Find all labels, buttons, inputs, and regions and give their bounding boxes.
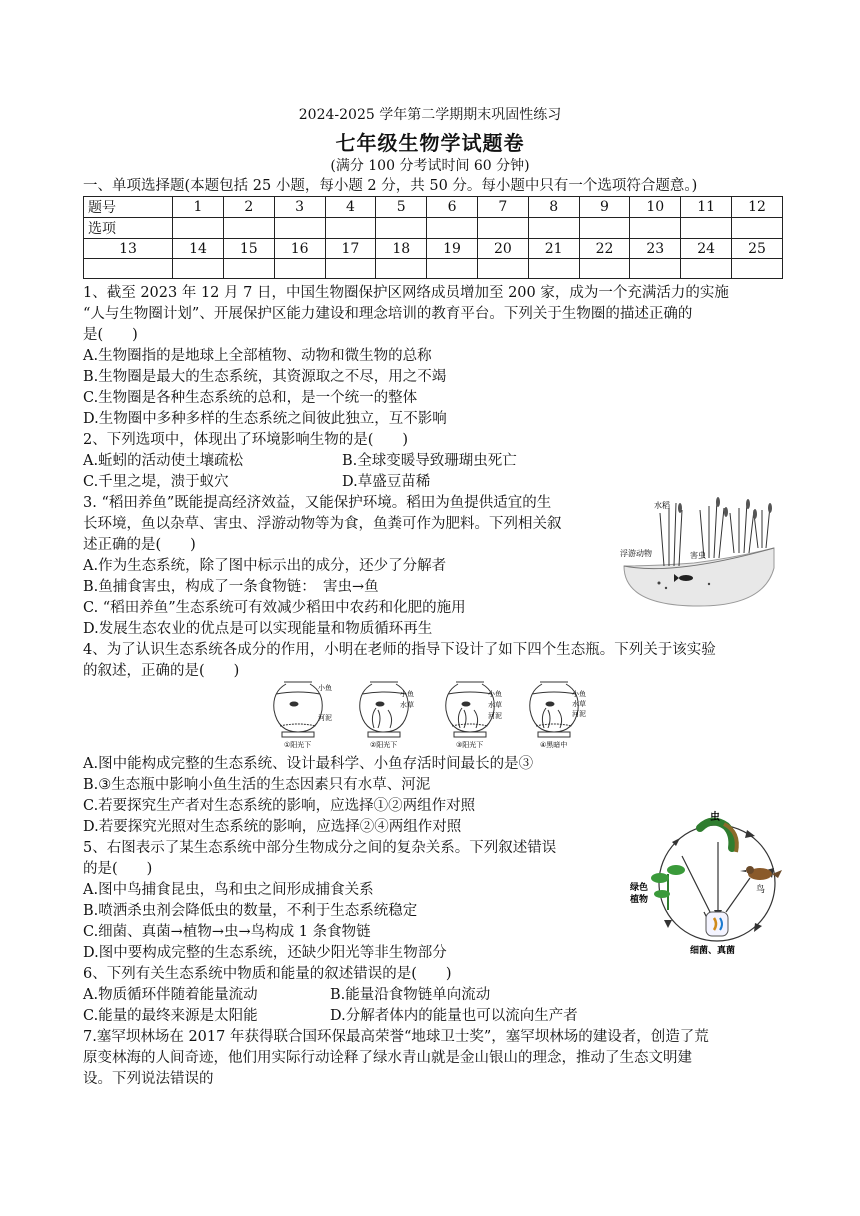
q2-stem: 2、下列选项中，体现出了环境影响生物的是( ) — [83, 432, 409, 448]
q4-stem: 4、为了认识生态系统各成分的作用，小明在老师的指导下设计了如下四个生态瓶。下列关于该实验 — [83, 642, 716, 658]
jar-stand — [282, 732, 314, 737]
label-plant: 水草 — [400, 701, 414, 709]
q1-option-b: B.生物圈是最大的生态系统，其资源取之不尽，用之不竭 — [83, 369, 447, 385]
table-cell: 19 — [427, 239, 478, 259]
table-cell: 20 — [477, 239, 528, 259]
q1-option-a: A.生物圈指的是地球上全部植物、动物和微生物的总称 — [83, 348, 432, 364]
table-cell: 22 — [579, 239, 630, 259]
table-cell: 24 — [681, 239, 732, 259]
answer-cell[interactable] — [732, 259, 783, 279]
answer-cell[interactable] — [477, 259, 528, 279]
waterweed-icon — [458, 708, 477, 728]
answer-cell[interactable] — [477, 218, 528, 239]
table-cell: 10 — [630, 197, 681, 218]
label-mud: 河泥 — [572, 710, 586, 718]
answer-cell[interactable] — [528, 259, 579, 279]
rice-grains — [678, 497, 772, 519]
water-line — [532, 692, 576, 694]
jar-stand — [368, 732, 400, 737]
q3-option-b: B.鱼捕食害虫，构成了一条食物链： 害虫→鱼 — [83, 579, 379, 595]
table-cell: 11 — [681, 197, 732, 218]
label-jar2: ②阳光下 — [370, 741, 398, 749]
q6-option-b: B.能量沿食物链单向流动 — [330, 987, 491, 1003]
waterweed-icon — [542, 708, 561, 728]
table-cell: 9 — [579, 197, 630, 218]
q5-stem: 的是( ) — [83, 861, 153, 877]
fish-icon — [546, 702, 554, 706]
label-jar3: ③阳光下 — [456, 741, 484, 749]
answer-cell[interactable] — [579, 259, 630, 279]
table-row — [84, 239, 783, 259]
exam-subtitle: 2024-2025 学年第二学期期末巩固性练习 — [298, 107, 562, 123]
plant-icon — [651, 865, 685, 910]
label-plant: 植物 — [630, 895, 649, 905]
q7-stem: 设。下列说法错误的 — [83, 1071, 214, 1087]
answer-cell[interactable] — [630, 218, 681, 239]
q2-option-d: D.草盛豆苗稀 — [342, 474, 431, 490]
q4-option-c: C.若要探究生产者对生态系统的影响，应选择①②两组作对照 — [83, 798, 476, 814]
answer-table — [83, 196, 783, 279]
river-mud — [280, 724, 316, 726]
answer-cell[interactable] — [376, 259, 427, 279]
answer-cell[interactable] — [274, 218, 325, 239]
q4-option-a: A.图中能构成完整的生态系统、设计最科学、小鱼存活时间最长的是③ — [83, 756, 534, 772]
water-line — [448, 692, 492, 694]
q4-option-d: D.若要探究光照对生态系统的影响，应选择②④两组作对照 — [83, 819, 462, 835]
fish-icon — [462, 702, 470, 706]
section-heading: 一、单项选择题(本题包括 25 小题，每小题 2 分，共 50 分。每小题中只有一个选项符合题意。) — [83, 178, 698, 194]
q7-stem: 原变林海的人间奇迹，他们用实际行动诠释了绿水青山就是金山银山的理念，推动了生态文明建 — [83, 1050, 692, 1066]
jar-stand — [454, 732, 486, 737]
answer-cell[interactable] — [681, 259, 732, 279]
label-mud: 河泥 — [488, 712, 502, 720]
answer-cell[interactable] — [84, 259, 173, 279]
table-cell: 7 — [477, 197, 528, 218]
table-cell: 13 — [84, 239, 173, 259]
label-plankton: 浮游动物 — [620, 549, 652, 558]
table-cell: 21 — [528, 239, 579, 259]
label-fish: 小鱼 — [400, 690, 414, 698]
q5-option-a: A.图中鸟捕食昆虫，鸟和虫之间形成捕食关系 — [83, 882, 374, 898]
river-mud — [452, 724, 488, 726]
bacteria-fungi-icon — [706, 912, 728, 936]
answer-cell[interactable] — [427, 259, 478, 279]
waterweed-icon — [372, 708, 391, 728]
q1-stem: 是( ) — [83, 327, 138, 343]
q4-stem: 的叙述，正确的是( ) — [83, 663, 240, 679]
table-cell: 1 — [173, 197, 224, 218]
table-cell: 14 — [173, 239, 224, 259]
label-pest: 害虫 — [690, 551, 706, 560]
table-cell: 选项 — [84, 218, 173, 239]
bird-icon — [740, 866, 782, 880]
q2-option-b: B.全球变暖导致珊瑚虫死亡 — [342, 453, 517, 469]
q1-stem: “人与生物圈计划”、开展保护区能力建设和理念培训的教育平台。下列关于生物圈的描述正确的 — [83, 306, 693, 322]
answer-cell[interactable] — [274, 259, 325, 279]
q2-option-c: C.千里之堤，溃于蚁穴 — [83, 474, 229, 490]
answer-cell[interactable] — [223, 259, 274, 279]
answer-cell[interactable] — [528, 218, 579, 239]
food-web-figure — [622, 808, 792, 958]
table-cell: 25 — [732, 239, 783, 259]
label-plant: 绿色 — [630, 883, 649, 893]
label-fish: 小鱼 — [318, 684, 332, 692]
q3-stem: 述正确的是( ) — [83, 537, 196, 553]
jar-stand — [538, 732, 570, 737]
table-cell: 题号 — [84, 197, 173, 218]
ecosystem-jars-figure — [270, 672, 610, 750]
q3-option-a: A.作为生态系统，除了图中标示出的成分，还少了分解者 — [83, 558, 447, 574]
answer-cell[interactable] — [173, 259, 224, 279]
table-cell: 8 — [528, 197, 579, 218]
arrows — [682, 842, 750, 916]
label-fish: 小鱼 — [572, 690, 586, 698]
rice-field-figure — [614, 488, 784, 610]
q3-option-c: C. “稻田养鱼”生态系统可有效减少稻田中农药和化肥的施用 — [83, 600, 466, 616]
q6-option-a: A.物质循环伴随着能量流动 — [83, 987, 258, 1003]
label-bird: 鸟 — [756, 885, 766, 895]
q5-stem: 5、右图表示了某生态系统中部分生物成分之间的复杂关系。下列叙述错误 — [83, 840, 557, 856]
q1-stem: 1、截至 2023 年 12 月 7 日，中国生物圈保护区网络成员增加至 200 家，成为一个充满活力的实施 — [83, 285, 729, 301]
answer-cell[interactable] — [579, 218, 630, 239]
fish-icon — [290, 702, 298, 706]
answer-cell[interactable] — [630, 259, 681, 279]
exam-title: 七年级生物学试题卷 — [335, 131, 525, 155]
label-decomposer: 细菌、真菌 — [690, 946, 736, 956]
river-mud — [536, 724, 572, 726]
answer-cell[interactable] — [732, 218, 783, 239]
q3-option-d: D.发展生态农业的优点是可以实现能量和物质循环再生 — [83, 621, 433, 637]
label-mud: 河泥 — [318, 714, 332, 722]
q1-option-d: D.生物圈中多种多样的生态系统之间彼此独立，互不影响 — [83, 411, 447, 427]
table-cell: 18 — [376, 239, 427, 259]
q4-option-b: B.③生态瓶中影响小鱼生活的生态因素只有水草、河泥 — [83, 777, 431, 793]
q1-option-c: C.生物圈是各种生态系统的总和，是一个统一的整体 — [83, 390, 418, 406]
q7-stem: 7.塞罕坝林场在 2017 年获得联合国环保最高荣誉“地球卫士奖”，塞罕坝林场的建设者，创造了荒 — [83, 1029, 709, 1045]
label-plant: 水草 — [572, 700, 586, 708]
answer-cell[interactable] — [223, 218, 274, 239]
answer-cell[interactable] — [681, 218, 732, 239]
q2-option-a: A.蚯蚓的活动使土壤疏松 — [83, 453, 244, 469]
table-cell: 4 — [325, 197, 376, 218]
table-cell: 16 — [274, 239, 325, 259]
label-jar4: ④黑暗中 — [540, 741, 568, 749]
table-cell: 2 — [223, 197, 274, 218]
answer-cell[interactable] — [427, 218, 478, 239]
exam-note: (满分 100 分考试时间 60 分钟) — [330, 158, 530, 174]
q6-option-c: C.能量的最终来源是太阳能 — [83, 1008, 258, 1024]
answer-cell[interactable] — [325, 259, 376, 279]
table-cell: 6 — [427, 197, 478, 218]
label-jar1: ①阳光下 — [284, 741, 312, 749]
table-cell: 15 — [223, 239, 274, 259]
water-line — [276, 692, 320, 694]
answer-cell[interactable] — [173, 218, 224, 239]
table-row — [84, 259, 783, 279]
answer-cell[interactable] — [325, 218, 376, 239]
label-insect: 虫 — [710, 812, 720, 823]
answer-cell[interactable] — [376, 218, 427, 239]
table-cell: 17 — [325, 239, 376, 259]
q3-stem: 长环境，鱼以杂草、害虫、浮游动物等为食，鱼粪可作为肥料。下列相关叙 — [83, 516, 562, 532]
q5-option-d: D.图中要构成完整的生态系统，还缺少阳光等非生物部分 — [83, 945, 447, 961]
table-cell: 3 — [274, 197, 325, 218]
table-row — [84, 218, 783, 239]
table-cell: 12 — [732, 197, 783, 218]
label-rice: 水稻 — [654, 501, 670, 510]
table-cell: 5 — [376, 197, 427, 218]
table-row — [84, 197, 783, 218]
q5-option-c: C.细菌、真菌→植物→虫→鸟构成 1 条食物链 — [83, 924, 371, 940]
label-fish: 小鱼 — [488, 690, 502, 698]
q6-option-d: D.分解者体内的能量也可以流向生产者 — [330, 1008, 578, 1024]
fish-icon — [376, 702, 384, 706]
label-plant: 水草 — [488, 701, 502, 709]
q5-option-b: B.喷洒杀虫剂会降低虫的数量，不利于生态系统稳定 — [83, 903, 418, 919]
table-cell: 23 — [630, 239, 681, 259]
q6-stem: 6、下列有关生态系统中物质和能量的叙述错误的是( ) — [83, 966, 452, 982]
q3-stem: 3. “稻田养鱼”既能提高经济效益，又能保护环境。稻田为鱼提供适宜的生 — [83, 495, 552, 511]
